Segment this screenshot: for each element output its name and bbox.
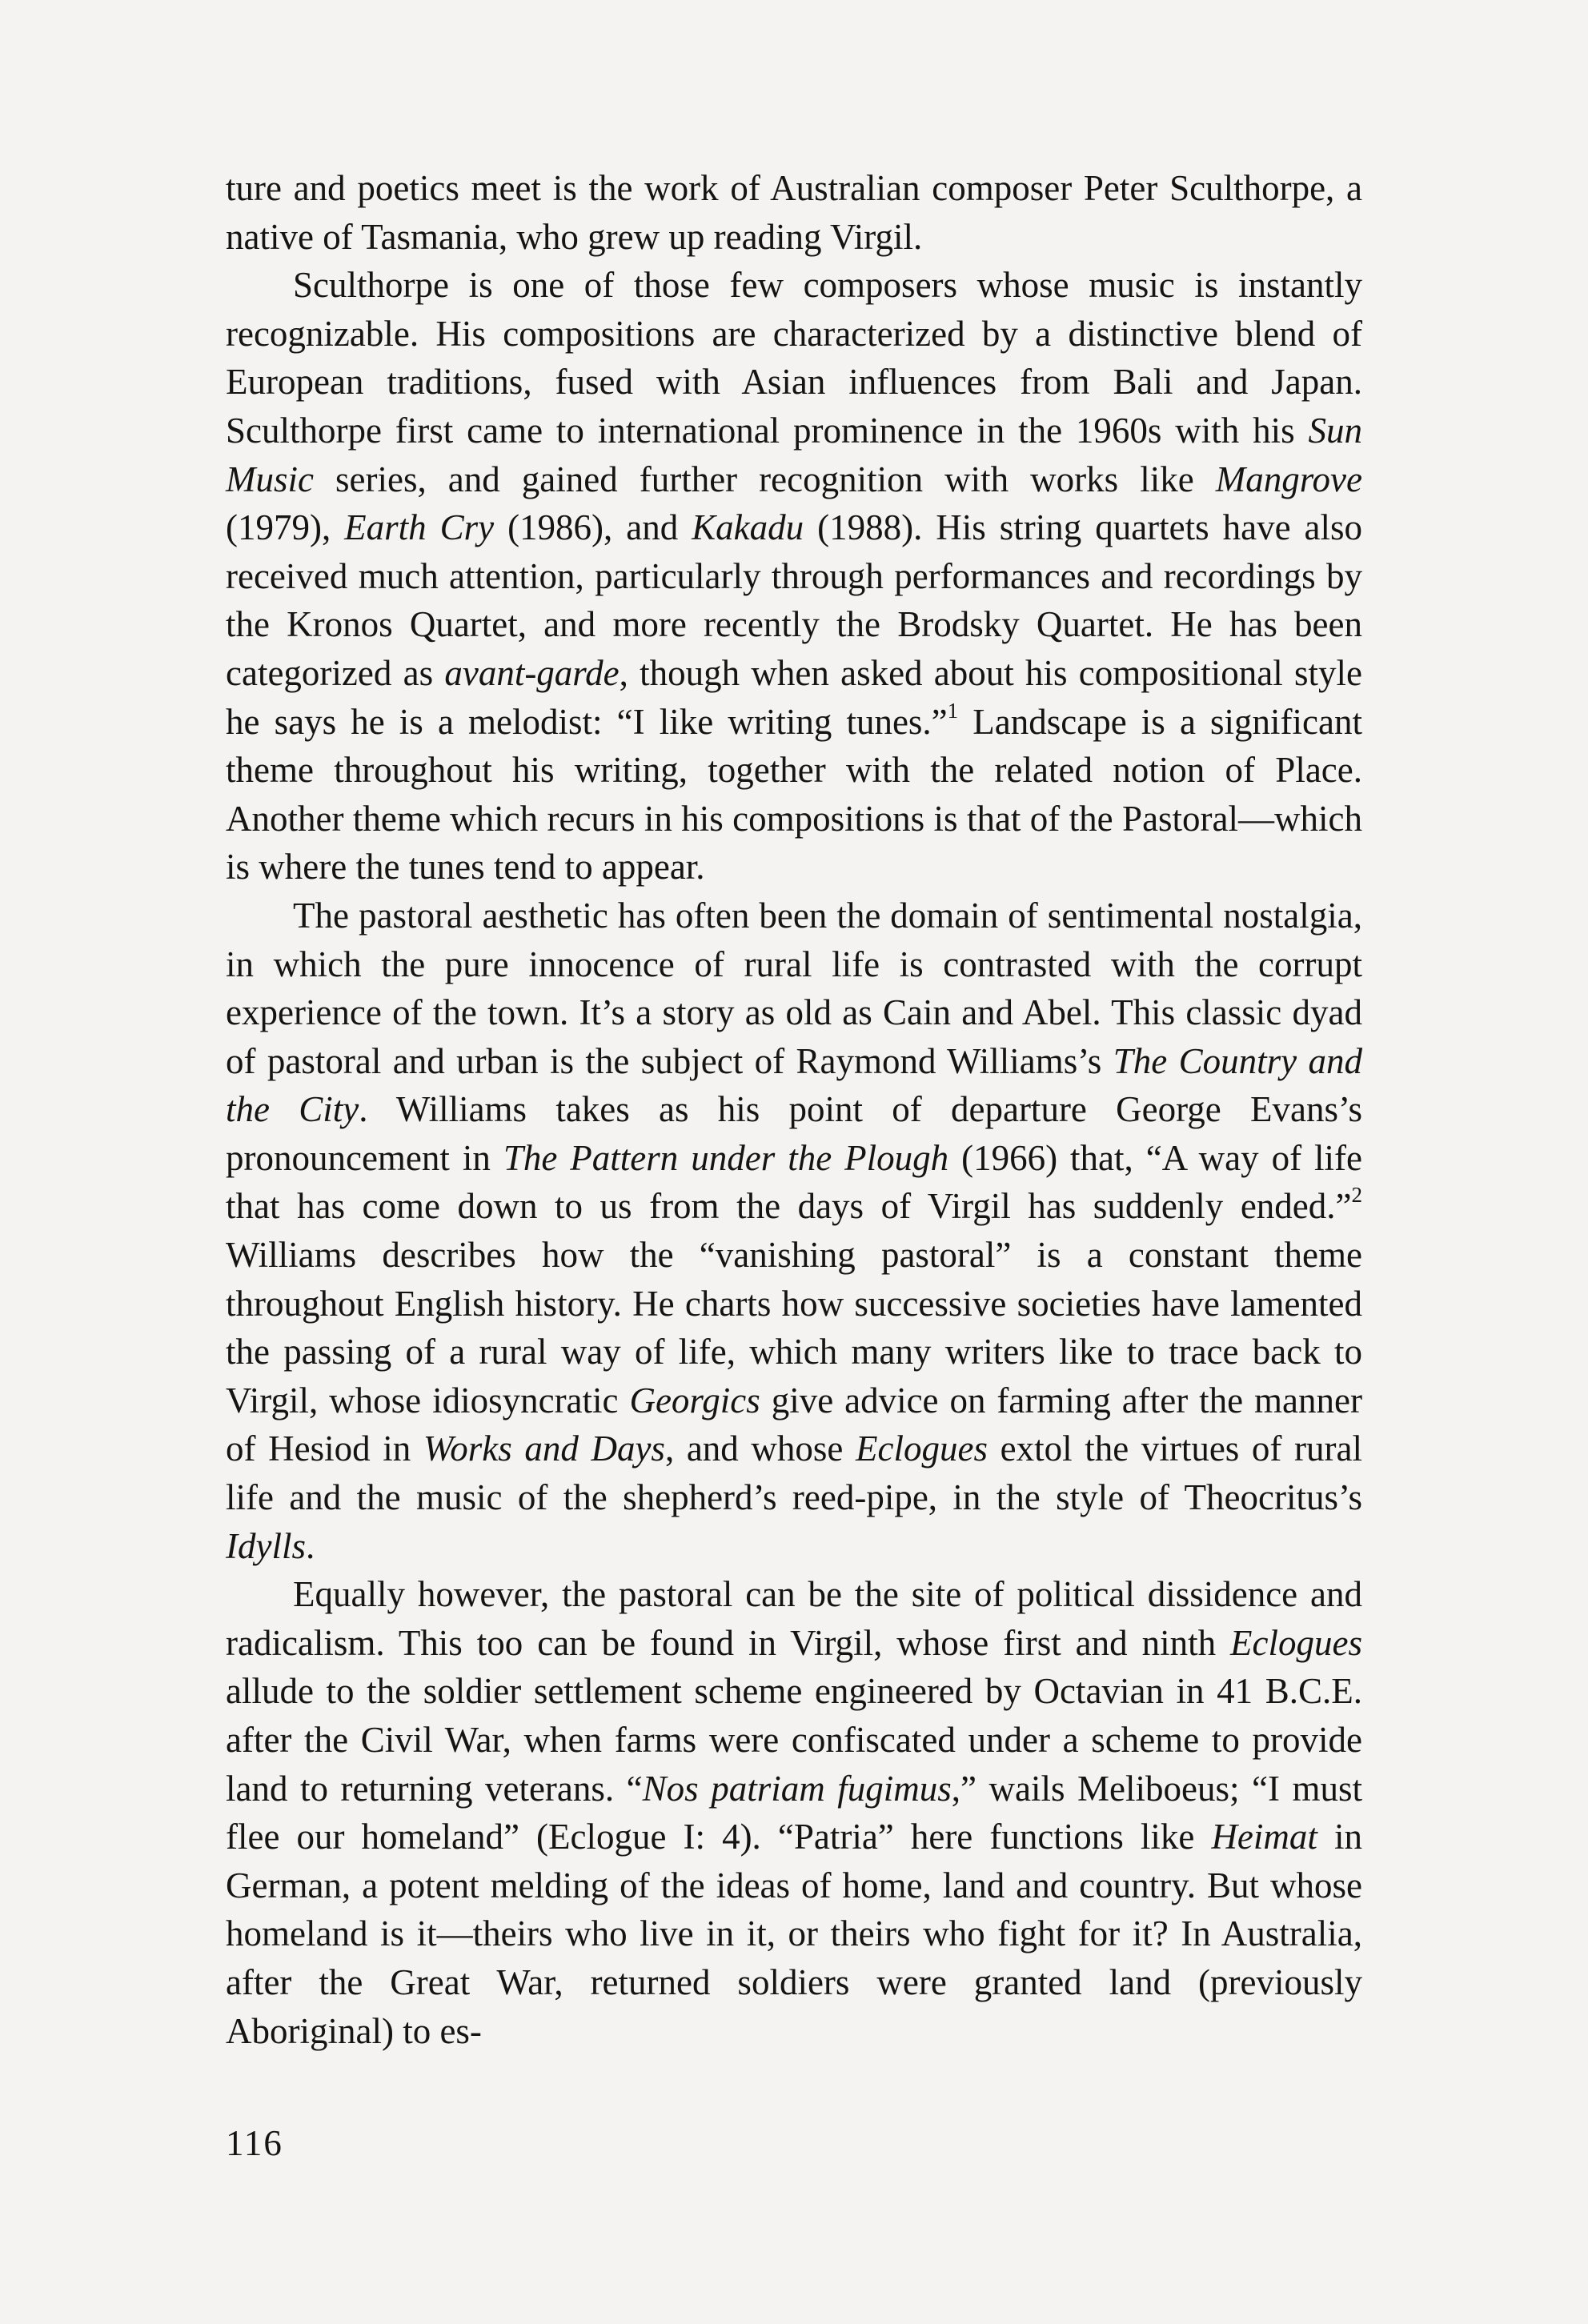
text-run: (1966) that, “A way of life that has come down to us from the days of Virgil has suddenly ended.” [226, 1137, 1362, 1227]
text-run: Williams describes how the “vanishing pastoral” is a constant theme throughout English history. He charts how successive societies have lamented the passing of a rural way of life, which many writers like to trace back to Virgil, whose idiosyncratic [226, 1235, 1362, 1420]
italic-text: Heimat [1211, 1817, 1317, 1857]
italic-text: Idylls [226, 1525, 306, 1566]
text-run: Landscape is a significant theme throughout his writing, together with the related notion of Place. Another theme which recurs in his compositions is that of the Pastoral—which is where the tunes tend to appear. [226, 701, 1362, 888]
italic-text: Earth Cry [344, 507, 495, 548]
text-run: in German, a potent melding of the ideas of home, land and country. But whose homeland is it—theirs who live in it, or theirs who fight for it? In Australia, after the Great War, returned soldiers were granted land (previously Aboriginal) to es- [226, 1817, 1362, 2051]
italic-text: Sun Music [226, 410, 1362, 499]
italic-text: Mangrove [1215, 459, 1362, 499]
text-run: (1979), [226, 507, 345, 548]
text-run: The pastoral aesthetic has often been the domain of sentimental nostalgia, in which the pure innocence of rural life is contrasted with the corrupt experience of the town. It’s a story as old as Cain and Abel. This classic dyad of pastoral and urban is the subject of Raymond Williams’s [226, 895, 1362, 1081]
italic-text: Eclogues [1230, 1622, 1362, 1663]
page-body [226, 164, 1362, 2055]
footnote-marker: 2 [1351, 1183, 1362, 1208]
paragraph-continuation [226, 164, 1362, 261]
text-run: (1988). His string quartets have also received much attention, particularly through performances and recordings by the Kronos Quartet, and more recently the Brodsky Quartet. He has been categorized as [226, 507, 1362, 693]
page-number: 116 [226, 2123, 283, 2163]
footnote-marker: 1 [947, 698, 959, 723]
italic-text: Works and Days [423, 1428, 665, 1469]
italic-text: Georgics [629, 1380, 760, 1420]
text-run: ,” wails Meliboeus; “I must flee our homeland” (Eclogue I: 4). “Patria” here functions like [226, 1768, 1362, 1857]
italic-text: Eclogues [856, 1428, 988, 1469]
text-run: ture and poetics meet is the work of Australian composer Peter Sculthorpe, a native of Tasmania, who grew up reading Virgil. [226, 168, 1362, 257]
text-run: (1986), and [494, 507, 692, 548]
text-run: Equally however, the pastoral can be the site of political dissidence and radicalism. This too can be found in Virgil, whose first and ninth [226, 1574, 1362, 1663]
text-run: extol the virtues of rural life and the music of the shepherd’s reed-pipe, in the style of Theocritus’s [226, 1428, 1362, 1518]
paragraph-sculthorpe [226, 261, 1362, 892]
italic-text: avant-garde [444, 652, 620, 693]
italic-text: Kakadu [692, 507, 804, 548]
italic-text: Nos patriam fugimus [642, 1768, 952, 1809]
text-run: allude to the soldier settlement scheme engineered by Octavian in 41 B.C.E. after the Civil War, when farms were confiscated under a scheme to provide land to returning veterans. “ [226, 1671, 1362, 1809]
text-run: give advice on farming after the manner of Hesiod in [226, 1380, 1362, 1469]
text-run: , and whose [664, 1428, 856, 1469]
text-run: . [305, 1525, 315, 1566]
text-run: series, and gained further recognition with works like [313, 459, 1216, 499]
paragraph-political-dissidence [226, 1570, 1362, 2055]
text-run: Sculthorpe is one of those few composers whose music is instantly recognizable. His compositions are characterized by a distinctive blend of European traditions, fused with Asian influences from Bali and Japan. Sculthorpe first came to international prominence in the 1960s with his [226, 265, 1362, 451]
paragraph-pastoral-aesthetic [226, 892, 1362, 1570]
italic-text: The Pattern under the Plough [503, 1137, 949, 1178]
text-run: . Williams takes as his point of departure George Evans’s pronouncement in [226, 1089, 1362, 1178]
text-run: , though when asked about his compositional style he says he is a melodist: “I like writing tunes.” [226, 652, 1362, 742]
italic-text: The Country and the City [226, 1040, 1362, 1130]
